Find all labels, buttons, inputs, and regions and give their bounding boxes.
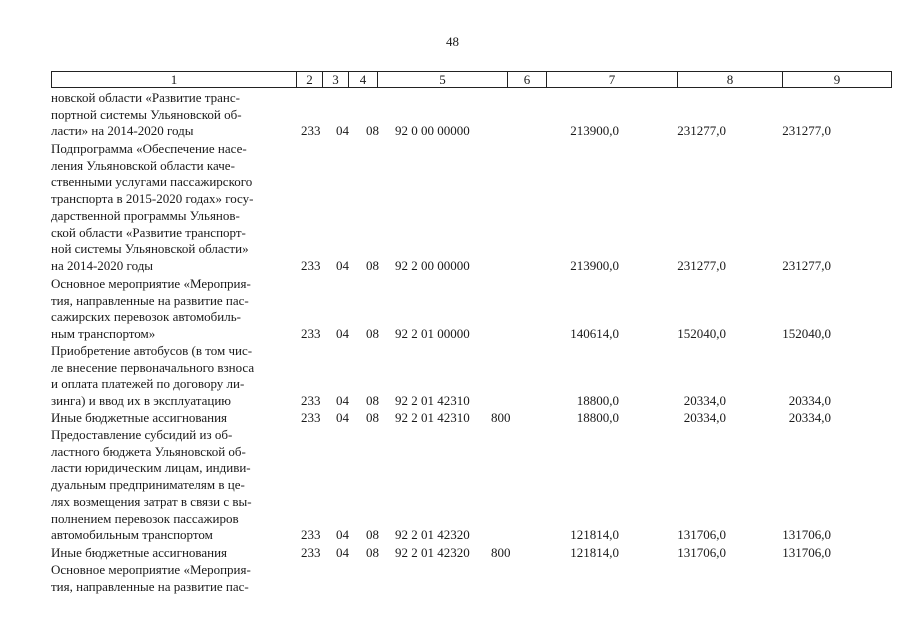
cell-sum-2019: 18800,0 (576, 393, 619, 408)
cell-vr: 800 (491, 410, 511, 425)
cell-pr: 08 (366, 410, 379, 425)
cell-rz: 04 (336, 123, 349, 138)
cell-vr: 800 (491, 545, 511, 560)
header-col-3: 3 (322, 71, 348, 88)
cell-gl: 233 (301, 123, 321, 138)
row-description (51, 562, 289, 595)
cell-tsr: 92 0 00 00000 (395, 123, 470, 138)
description-line: тия, направленные на развитие пас- (51, 578, 249, 594)
cell-sum-2021: 20334,0 (788, 410, 831, 425)
header-col-5: 5 (377, 71, 507, 88)
description-line: дарственной программы Ульянов- (51, 207, 240, 223)
row-description (51, 545, 289, 562)
row-description (51, 410, 289, 427)
description-line: и оплата платежей по договору ли- (51, 376, 245, 392)
cell-pr: 08 (366, 527, 379, 542)
description-line: на 2014-2020 годы (51, 257, 154, 273)
table-header (51, 71, 905, 88)
cell-pr: 08 (366, 123, 379, 138)
cell-sum-2021: 131706,0 (782, 545, 831, 560)
cell-pr: 08 (366, 545, 379, 560)
cell-sum-2021: 152040,0 (782, 326, 831, 341)
description-line: ластного бюджета Ульяновской об- (51, 443, 246, 459)
row-description (51, 276, 289, 343)
cell-tsr: 92 2 01 00000 (395, 326, 470, 341)
cell-gl: 233 (301, 527, 321, 542)
description-line: Основное мероприятие «Мероприя- (51, 276, 251, 291)
cell-sum-2021: 231277,0 (782, 123, 831, 138)
cell-sum-2019: 140614,0 (570, 326, 619, 341)
description-line: ле внесение первоначального взноса (51, 359, 255, 375)
description-line: ласти» на 2014-2020 годы (51, 123, 194, 139)
description-line: полнением перевозок пассажиров (51, 510, 239, 526)
description-line: Иные бюджетные ассигнования (51, 545, 228, 560)
header-col-6: 6 (507, 71, 546, 88)
cell-sum-2020: 20334,0 (683, 410, 726, 425)
cell-rz: 04 (336, 410, 349, 425)
cell-sum-2020: 231277,0 (677, 123, 726, 138)
cell-gl: 233 (301, 410, 321, 425)
cell-pr: 08 (366, 326, 379, 341)
cell-tsr: 92 2 00 00000 (395, 258, 470, 273)
cell-gl: 233 (301, 545, 321, 560)
cell-sum-2019: 121814,0 (570, 527, 619, 542)
cell-sum-2020: 231277,0 (677, 258, 726, 273)
cell-sum-2019: 213900,0 (570, 258, 619, 273)
cell-rz: 04 (336, 326, 349, 341)
cell-sum-2019: 213900,0 (570, 123, 619, 138)
description-line: зинга) и ввод их в эксплуатацию (51, 393, 231, 409)
description-line: лях возмещения затрат в связи с вы- (51, 493, 252, 509)
cell-pr: 08 (366, 258, 379, 273)
cell-sum-2020: 131706,0 (677, 545, 726, 560)
description-line: портной системы Ульяновской об- (51, 106, 242, 122)
description-line: Приобретение автобусов (в том чис- (51, 343, 253, 358)
header-col-8: 8 (677, 71, 782, 88)
description-line: транспорта в 2015-2020 годах» госу- (51, 191, 254, 207)
row-description (51, 90, 289, 140)
description-line: Основное мероприятие «Мероприя- (51, 562, 251, 577)
description-line: дуальным предпринимателям в це- (51, 477, 245, 493)
cell-sum-2021: 131706,0 (782, 527, 831, 542)
header-col-7: 7 (546, 71, 677, 88)
cell-rz: 04 (336, 527, 349, 542)
description-line: тия, направленные на развитие пас- (51, 292, 249, 308)
row-description (51, 427, 289, 544)
description-line: Подпрограмма «Обеспечение насе- (51, 141, 247, 156)
cell-sum-2020: 20334,0 (683, 393, 726, 408)
description-line: ласти юридическим лицам, индиви- (51, 460, 251, 476)
cell-sum-2019: 18800,0 (576, 410, 619, 425)
cell-sum-2019: 121814,0 (570, 545, 619, 560)
header-col-2: 2 (296, 71, 322, 88)
page-number: 48 (446, 34, 459, 49)
description-line: ской области «Развитие транспорт- (51, 224, 246, 240)
cell-tsr: 92 2 01 42320 (395, 545, 470, 560)
description-line: автомобильным транспортом (51, 527, 213, 543)
description-line: ной системы Ульяновской области» (51, 241, 249, 257)
description-line: сажирских перевозок автомобиль- (51, 309, 241, 325)
row-description (51, 141, 289, 275)
description-line: Предоставление субсидий из об- (51, 427, 233, 442)
cell-rz: 04 (336, 258, 349, 273)
header-col-4: 4 (348, 71, 377, 88)
cell-tsr: 92 2 01 42310 (395, 410, 470, 425)
cell-tsr: 92 2 01 42320 (395, 527, 470, 542)
description-line: Иные бюджетные ассигнования (51, 410, 228, 425)
cell-sum-2020: 131706,0 (677, 527, 726, 542)
cell-tsr: 92 2 01 42310 (395, 393, 470, 408)
description-line: новской области «Развитие транс- (51, 90, 240, 105)
cell-pr: 08 (366, 393, 379, 408)
cell-rz: 04 (336, 393, 349, 408)
cell-gl: 233 (301, 326, 321, 341)
cell-rz: 04 (336, 545, 349, 560)
description-line: ления Ульяновской области каче- (51, 157, 235, 173)
cell-gl: 233 (301, 393, 321, 408)
cell-gl: 233 (301, 258, 321, 273)
description-line: ным транспортом» (51, 326, 156, 342)
header-col-9: 9 (782, 71, 892, 88)
header-col-1: 1 (51, 71, 296, 88)
cell-sum-2020: 152040,0 (677, 326, 726, 341)
cell-sum-2021: 20334,0 (788, 393, 831, 408)
cell-sum-2021: 231277,0 (782, 258, 831, 273)
row-description (51, 343, 289, 410)
description-line: ственными услугами пассажирского (51, 174, 253, 190)
